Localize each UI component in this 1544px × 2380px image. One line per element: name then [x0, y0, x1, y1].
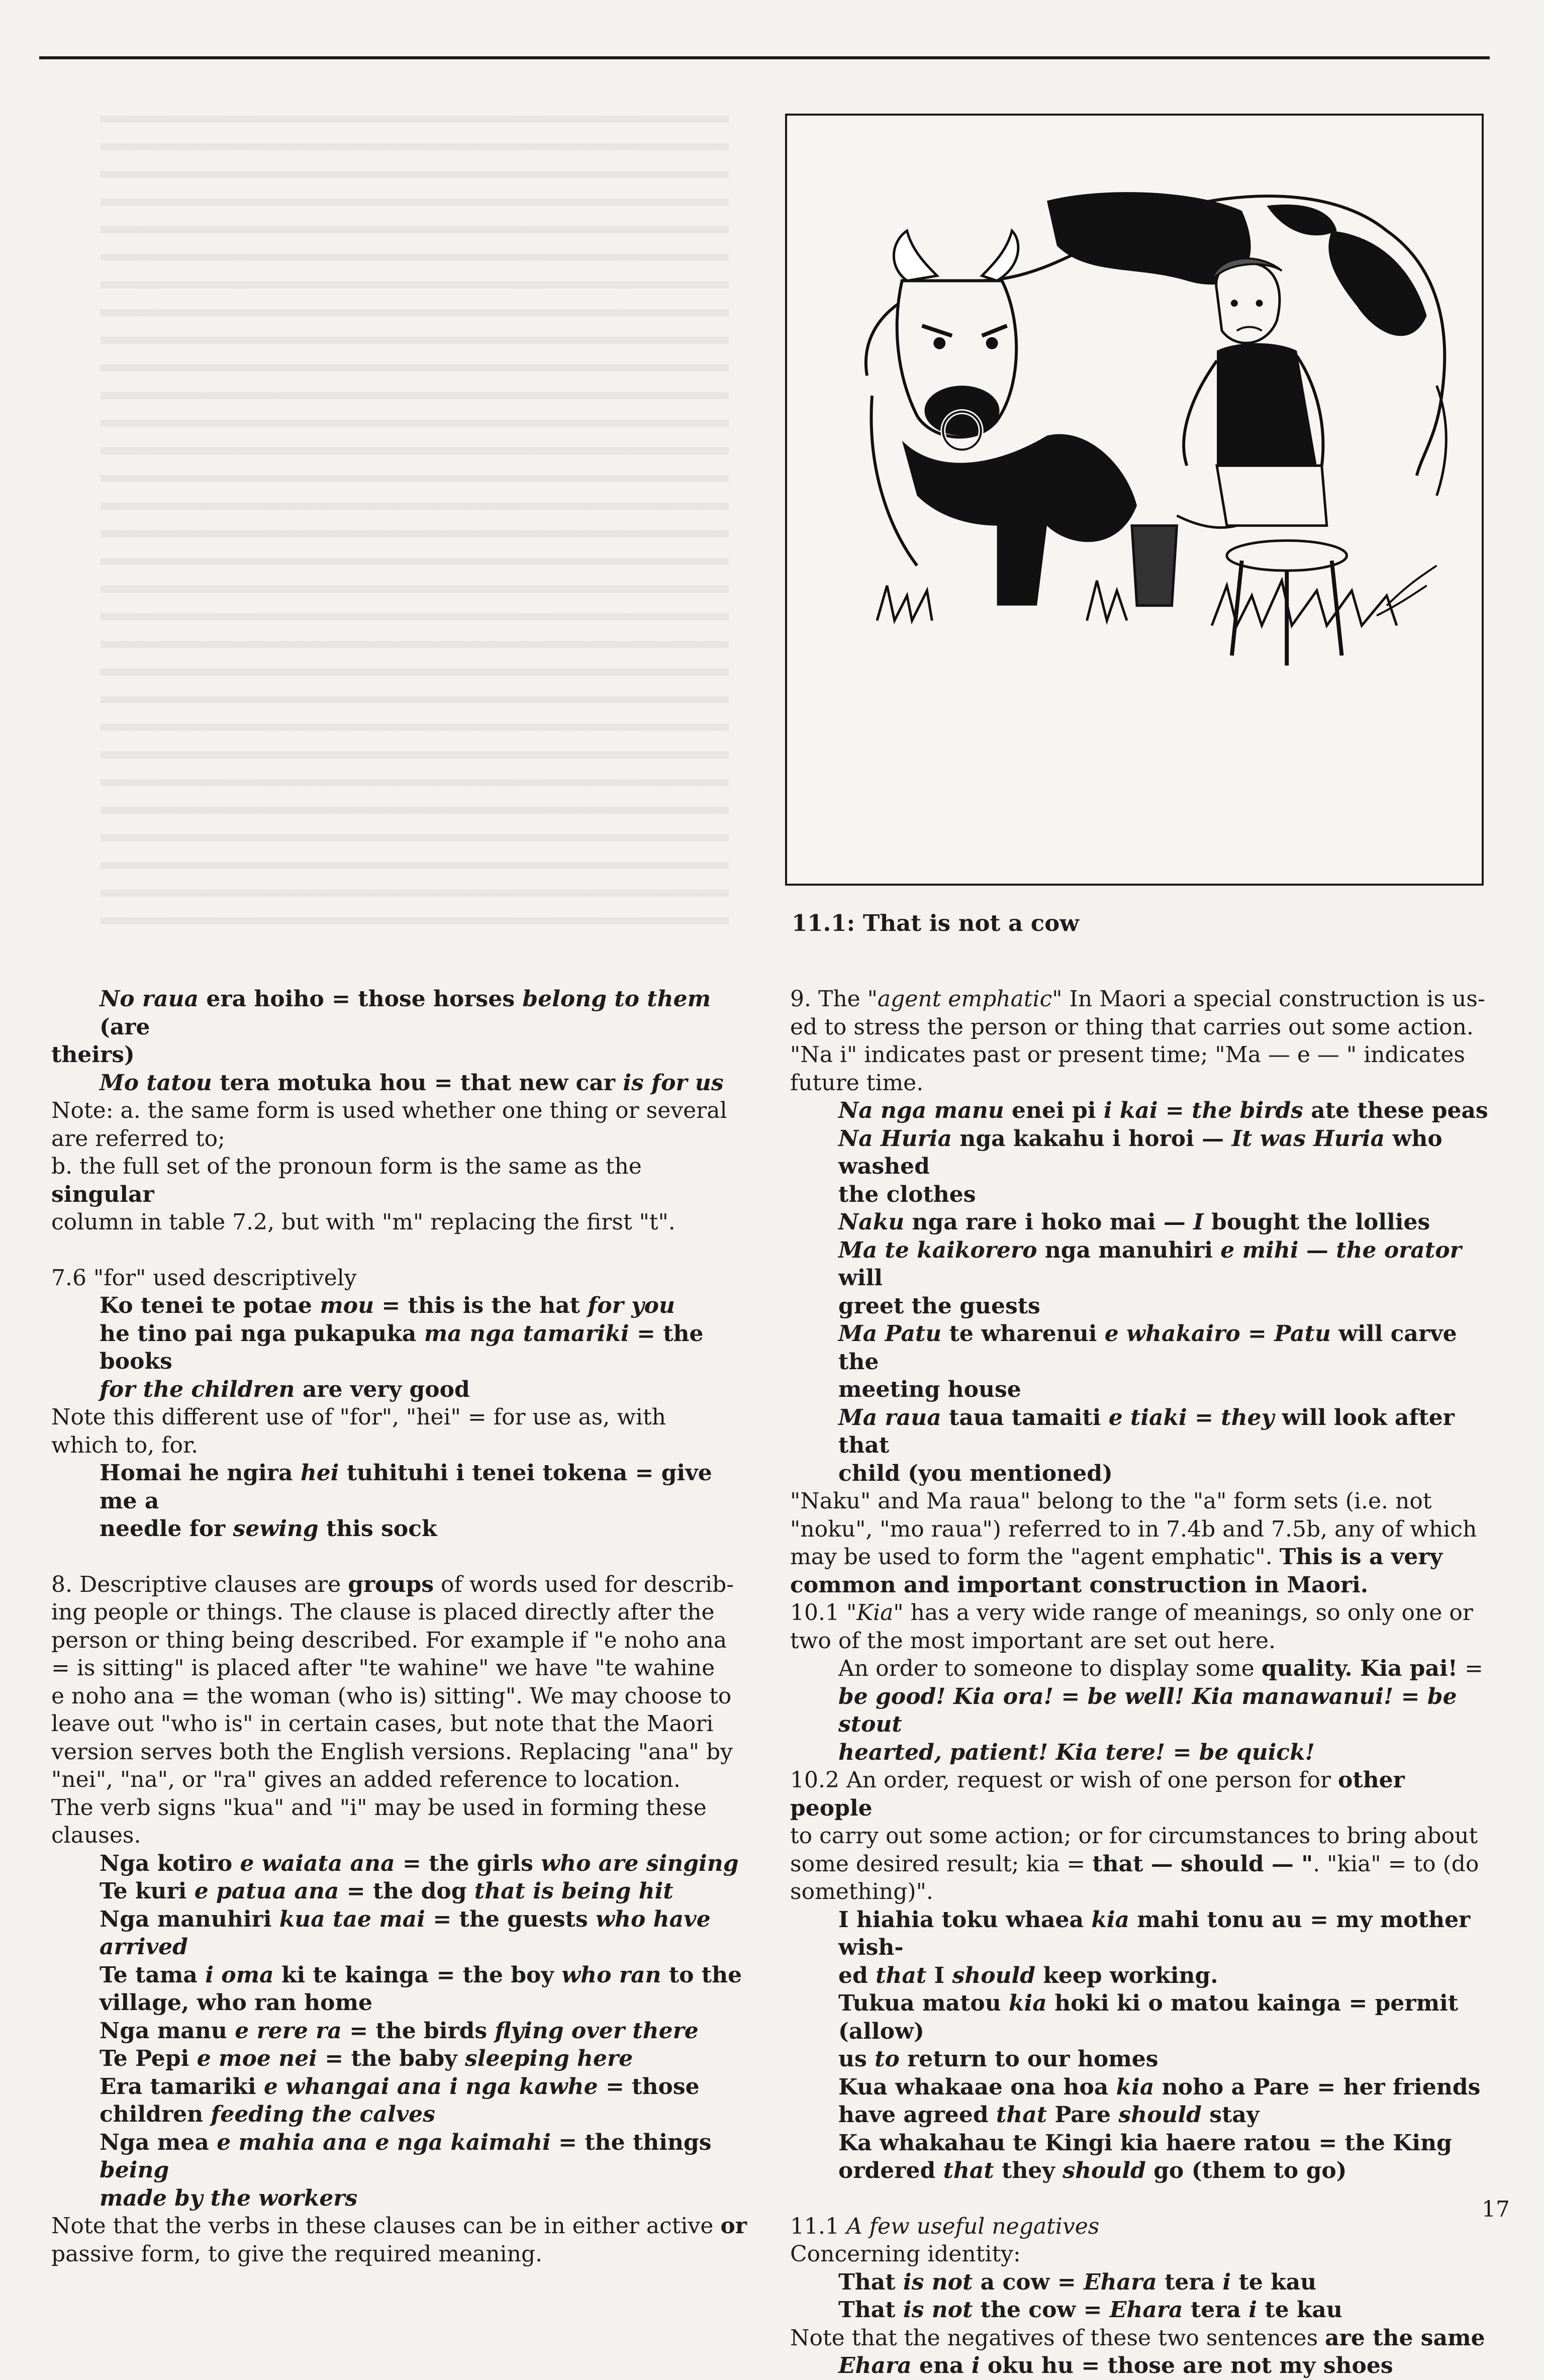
- body-line: "nei", "na", or "ra" gives an added reference to location.: [51, 1767, 681, 1792]
- example-line: ordered that they should go (them to go): [838, 2158, 1347, 2183]
- body-line: passive form, to give the required meaning.: [51, 2241, 543, 2267]
- example-line: children feeding the calves: [100, 2102, 435, 2127]
- body-line: ed to stress the person or thing that carries out some action.: [790, 1014, 1474, 1040]
- example-line: ed that I should keep working.: [838, 1962, 1218, 1988]
- example-line: child (you mentioned): [838, 1460, 1113, 1486]
- example-line: village, who ran home: [100, 1990, 373, 2016]
- example-line: Ma Patu te wharenui e whakairo = Patu will carve the: [838, 1321, 1457, 1375]
- example-line: Na nga manu enei pi i kai = the birds ate these peas: [838, 1098, 1488, 1123]
- example-line: arrived: [100, 1934, 188, 1960]
- top-rule: [39, 56, 1490, 59]
- body-line: are referred to;: [51, 1125, 225, 1152]
- example-line: made by the workers: [100, 2185, 358, 2211]
- example-line: Naku nga rare i hoko mai — I bought the lollies: [838, 1209, 1430, 1235]
- example-line: theirs): [51, 1042, 135, 1068]
- example-line: No raua era hoiho = those horses belong to them (are: [100, 986, 711, 1040]
- example-line: Nga manuhiri kua tae mai = the guests who have: [100, 1906, 711, 1932]
- body-line: clauses.: [51, 1823, 141, 1848]
- example-line: Na Huria nga kakahu i horoi — It was Huria who washed: [838, 1125, 1442, 1179]
- body-line: = is sitting" is placed after "te wahine" we have "te wahine: [51, 1655, 715, 1681]
- example-line: Ko tenei te potae mou = this is the hat for you: [100, 1293, 675, 1318]
- example-line: Ma raua taua tamaiti e tiaki = they will look after that: [838, 1404, 1455, 1458]
- body-line: 10.2 An order, request or wish of one person for other people: [790, 1767, 1405, 1821]
- body-line: Note that the verbs in these clauses can be in either active or: [51, 2213, 747, 2239]
- body-line: common and important construction in Maori.: [790, 1572, 1369, 1598]
- example-line: he tino pai nga pukapuka ma nga tamariki = the books: [100, 1320, 704, 1374]
- body-line: column in table 7.2, but with "m" replacing the first "t".: [51, 1209, 676, 1235]
- page-number: 17: [1482, 2197, 1510, 2222]
- example-line: the clothes: [838, 1181, 976, 1207]
- example-line: needle for sewing this sock: [100, 1516, 437, 1542]
- body-line: person or thing being described. For example if "e noho ana: [51, 1627, 727, 1653]
- body-line: e noho ana = the woman (who is) sitting". We may choose to: [51, 1683, 732, 1709]
- body-line: future time.: [790, 1070, 924, 1096]
- example-line: Nga kotiro e waiata ana = the girls who are singing: [100, 1850, 739, 1876]
- body-line: b. the full set of the pronoun form is the same as the singular: [51, 1154, 642, 1207]
- body-line: Note this different use of "for", "hei" = for use as, with: [51, 1404, 666, 1430]
- example-line: us to return to our homes: [838, 2046, 1159, 2072]
- body-line: Concerning identity:: [790, 2241, 1021, 2267]
- section-heading: 11.1 A few useful negatives: [790, 2213, 1100, 2239]
- example-line: Nga mea e mahia ana e nga kaimahi = the things being: [100, 2129, 712, 2183]
- example-line: Te kuri e patua ana = the dog that is being hit: [100, 1878, 673, 1904]
- example-line: hearted, patient! Kia tere! = be quick!: [838, 1739, 1315, 1765]
- example-line: Homai he ngira hei tuhituhi i tenei tokena = give me a: [100, 1460, 712, 1514]
- body-line: ing people or things. The clause is placed directly after the: [51, 1599, 715, 1625]
- body-line: which to, for.: [51, 1432, 199, 1458]
- example-line: meeting house: [838, 1377, 1021, 1402]
- example-line: Nga manu e rere ra = the birds flying over there: [100, 2018, 699, 2044]
- section-heading: 7.6 "for" used descriptively: [51, 1265, 357, 1291]
- example-line: Mo tatou tera motuka hou = that new car is for us: [100, 1070, 724, 1096]
- example-line: have agreed that Pare should stay: [838, 2102, 1260, 2128]
- body-line: 9. The "agent emphatic" In Maori a special construction is us-: [790, 986, 1485, 1012]
- cartoon-figure: [785, 114, 1484, 886]
- body-line: two of the most important are set out here.: [790, 1628, 1276, 1654]
- example-line: Tukua matou kia hoki ki o matou kainga = permit (allow): [838, 1990, 1459, 2044]
- example-line: be good! Kia ora! = be well! Kia manawanui! = be stout: [838, 1683, 1457, 1737]
- body-line: some desired result; kia = that — should — ". "kia" = to (do: [790, 1851, 1479, 1877]
- example-line: greet the guests: [838, 1293, 1040, 1319]
- body-line: leave out "who is" in certain cases, but note that the Maori: [51, 1711, 714, 1737]
- right-column: [790, 985, 1494, 2380]
- body-line: 10.1 "Kia" has a very wide range of meanings, so only one or: [790, 1600, 1473, 1626]
- example-line: That is not the cow = Ehara tera i te kau: [838, 2297, 1342, 2323]
- body-line: 8. Descriptive clauses are groups of words used for describ-: [51, 1571, 734, 1597]
- example-line: An order to someone to display some quality. Kia pai! =: [838, 1656, 1483, 1681]
- body-line: Note: a. the same form is used whether one thing or several: [51, 1098, 727, 1123]
- example-line: Ka whakahau te Kingi kia haere ratou = the King: [838, 2130, 1452, 2156]
- example-line: Te tama i oma ki te kainga = the boy who ran to the: [100, 1962, 742, 1988]
- body-line: "noku", "mo raua") referred to in 7.4b and 7.5b, any of which: [790, 1516, 1477, 1542]
- example-line: Te Pepi e moe nei = the baby sleeping here: [100, 2046, 633, 2071]
- body-line: The verb signs "kua" and "i" may be used in forming these: [51, 1794, 707, 1821]
- show-through-texture: [101, 101, 729, 930]
- example-line: for the children are very good: [100, 1376, 470, 1402]
- body-line: something)".: [790, 1879, 933, 1905]
- bull-and-man-illustration: [787, 116, 1482, 884]
- example-line: Ma te kaikorero nga manuhiri e mihi — the orator will: [838, 1237, 1462, 1291]
- body-line: to carry out some action; or for circumstances to bring about: [790, 1823, 1478, 1849]
- example-line: Ehara ena i oku hu = those are not my shoes: [838, 2353, 1393, 2378]
- body-line: Note that the negatives of these two sentences are the same: [790, 2325, 1485, 2351]
- body-line: may be used to form the "agent emphatic". This is a very: [790, 1544, 1443, 1570]
- left-column: [51, 985, 750, 2268]
- body-line: "Na i" indicates past or present time; "Ma — e — " indicates: [790, 1042, 1465, 1068]
- body-line: version serves both the English versions. Replacing "ana" by: [51, 1739, 733, 1765]
- example-line: Era tamariki e whangai ana i nga kawhe = those: [100, 2073, 700, 2100]
- example-line: That is not a cow = Ehara tera i te kau: [838, 2269, 1317, 2295]
- example-line: I hiahia toku whaea kia mahi tonu au = my mother wish-: [838, 1907, 1471, 1960]
- body-line: "Naku" and Ma raua" belong to the "a" form sets (i.e. not: [790, 1488, 1432, 1514]
- example-line: Kua whakaae ona hoa kia noho a Pare = her friends: [838, 2074, 1481, 2100]
- figure-caption: 11.1: That is not a cow: [792, 910, 1079, 936]
